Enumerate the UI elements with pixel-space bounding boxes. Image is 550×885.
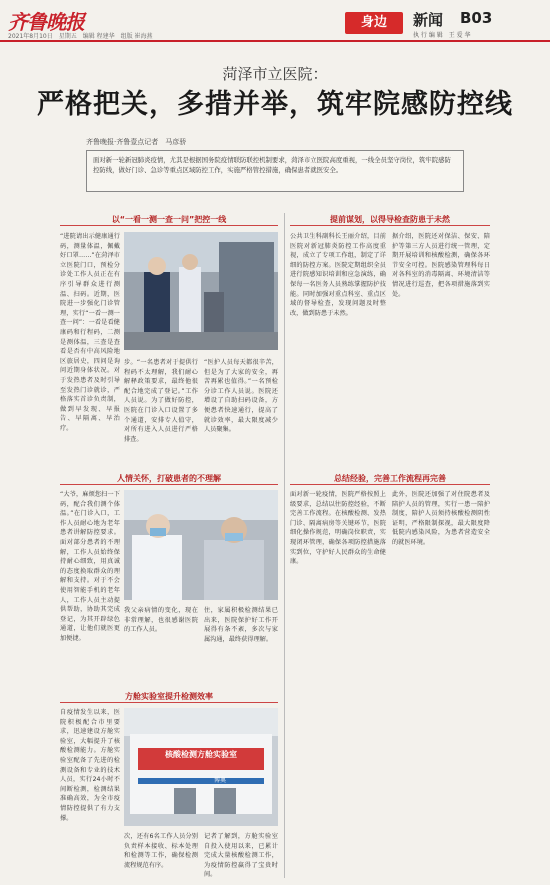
s1-col2: 步。“一名患者对于提供行程码不太理解，我们耐心解释政策要求，最终他很配合地完成了登记。”工作人员说。为了做好防控，医院在门诊入口设置了多个通道，安排专人值守，对所有进入人员进行严格排查。 <box>124 359 198 443</box>
s5-col1: 自疫情发生以来，医院积极配合市里要求，迅速建设方舱实验室，大幅提升了核酸检测能力。方舱实验室配备了先进的检测设备和专业的技术人员，实行24小时不间断检测，检测结果准确高效，为全市疫情防控提供了有力支撑。 <box>60 709 120 822</box>
masthead-divider <box>0 40 550 42</box>
s1-col1: “进院请出示健康通行码，测量体温，佩戴好口罩……”在菏泽市立医院门口，预检分诊处工作人员正在有序引导群众进行测温、扫码。近期，医院进一步强化门诊管理，实行“一看一测一查一问”：一看是看健康码和行程码，二测是测体温，三查是查看是否有中高风险地区旅居史，四问是询问近期身体状况。对于发热患者及时引导至发热门诊就诊，严格落实首诊负责制，做到早发现、早报告、早隔离、早治疗。 <box>60 233 120 432</box>
lead-box: 面对新一轮新冠肺炎疫情，尤其是根据国务院疫情联防联控机制要求，菏泽市立医院高度重视，一线全员坚守岗位，筑牢院感防控防线，做好门诊、急诊等重点区域防控工作，实施严格管控措施，确保患者就医安全。 <box>86 150 464 192</box>
editors-line: 执 行 编 辑 王 爱 华 <box>413 32 471 39</box>
s3-col3: 住，家属积极检测结果已出来，医院保护好工作开展得有条不紊，多次与家属沟通，最终获得理解。 <box>204 607 278 643</box>
page-number: B03 <box>460 9 493 27</box>
section-tag: 身边 <box>345 12 403 34</box>
byline: 齐鲁晚报·齐鲁壹点记者 马彦骄 <box>86 138 187 146</box>
s5-col2: 次，还有6名工作人员分别负责样本接收、标本处理和检测等工作，确保检测流程规范有序。 <box>124 833 198 869</box>
article-subhead: 菏泽市立医院： <box>222 65 328 83</box>
s4-col2: 此外，医院还加强了对住院患者及陪护人员的管理，实行一患一陪护制度，陪护人员须持核酸检测阴性证明，严格限制探视，最大限度降低院内感染风险，为患者营造安全的就医环境。 <box>392 491 490 546</box>
s2-col1: 公共卫生科副科长王丽介绍，目前医院对新冠肺炎防控工作高度重视，成立了专项工作组，制定了详细的防控方案。医院定期组织全员进行院感知识培训和应急演练，确保每一名医务人员熟练掌握防护技能。同时加强对重点科室、重点区域的督导检查，发现问题及时整改，做到防患于未然。 <box>290 233 386 317</box>
dateline: 2021年8月10日 星期五 编辑 程建华 组版 崔海燕 <box>8 33 153 40</box>
s3-col2: 我父亲病情的变化，现在非常理解，也很感谢医院的工作人员。 <box>124 607 198 634</box>
column-divider <box>284 213 285 878</box>
section-1-title: 以“一看一测一查一问”把控一线 <box>60 213 278 226</box>
s3-col1: “大爷，麻烦您扫一下码，配合我们测个体温。”在门诊入口，工作人员耐心地为老年患者讲解防控要求。面对部分患者的不理解，工作人员始终保持耐心细致，用真诚的态度换取群众的理解和支持。对于不会使用智能手机的老年人，工作人员主动提供帮助，协助其完成登记，为其开辟绿色通道，让他们就医更加便捷。 <box>60 491 120 642</box>
s2-col2: 据介绍，医院还对保洁、保安、陪护等第三方人员进行统一管理，定期开展培训和核酸检测，确保各环节安全可控。医院感染管理科每日对各科室的消毒隔离、环境清洁等情况进行巡查，把各项措施落到实处。 <box>392 233 490 298</box>
article-headline: 严格把关，多措并举，筑牢院感防控线 <box>37 89 513 120</box>
section-2-title: 提前谋划，以得导检查防患于未然 <box>290 213 490 226</box>
photo-entrance-check <box>124 232 278 350</box>
photo-elderly-svg <box>124 490 278 600</box>
s5-col3: 记者了解到，方舱实验室自投入使用以来，已累计完成大量核酸检测工作，为疫情防控赢得了宝贵时间。 <box>204 833 278 879</box>
s1-col3: “医护人员每天都很辛苦，但是为了大家的安全，再苦再累也值得。”一名预检分诊工作人员说。医院还增设了自助扫码设备，方便患者快速通行，提高了就诊效率，最大限度减少人员聚集。 <box>204 359 278 434</box>
photo-lab-svg <box>124 708 278 826</box>
section-3-title: 人情关怀，打破患者的不理解 <box>60 472 278 485</box>
photo-elderly-patient <box>124 490 278 600</box>
photo-entrance-svg <box>124 232 278 350</box>
lab-brand: 博奥 <box>214 777 227 784</box>
section-4-title: 总结经验，完善工作流程再完善 <box>290 472 490 485</box>
s4-col1: 面对新一轮疫情，医院严格按照上级要求，总结以往防控经验，不断完善工作流程。在核酸检测、发热门诊、隔离病房等关键环节，医院细化操作规范，明确岗位职责，实现闭环管理，确保各项防控措施落实到位，守护好人民群众的生命健康。 <box>290 491 386 566</box>
section-5-title: 方舱实验室提升检测效率 <box>60 690 278 703</box>
lab-sign: 核酸检测方舱实验室 <box>165 750 237 759</box>
newspaper-logo: 齐鲁晚报 <box>8 10 84 34</box>
photo-mobile-lab <box>124 708 278 826</box>
section-name: 新闻 <box>413 11 444 29</box>
